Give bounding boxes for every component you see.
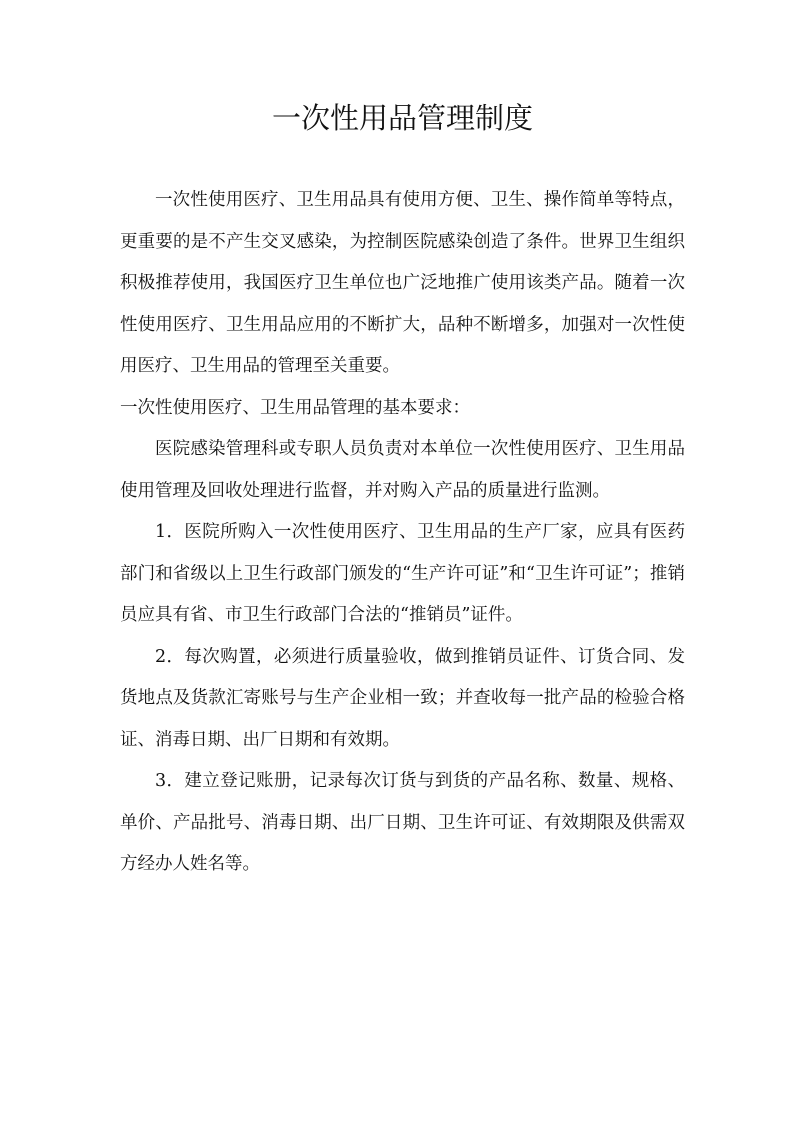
intro-paragraph: 一次性使用医疗、卫生用品具有使用方便、卫生、操作简单等特点，更重要的是不产生交叉感染，为控制医院感染创造了条件。世界卫生组织积极推荐使用，我国医疗卫生单位也广泛地推广使用该类产品。随着一次性使用医疗、卫生用品应用的不断扩大，品种不断增多，加强对一次性使用医疗、卫生用品的管理至关重要。 — [120, 190, 685, 376]
rule-3-paragraph: 3．建立登记账册，记录每次订货与到货的产品名称、数量、规格、单价、产品批号、消毒日期、出厂日期、卫生许可证、有效期限及供需双方经办人姓名等。 — [120, 771, 685, 874]
rule-1-paragraph: 1．医院所购入一次性使用医疗、卫生用品的生产厂家，应具有医药部门和省级以上卫生行政部门颁发的“生产许可证”和“卫生许可证”；推销员应具有省、市卫生行政部门合法的“推销员”证件。 — [120, 522, 685, 625]
document-body — [120, 180, 685, 886]
rule-2-paragraph: 2．每次购置，必须进行质量验收，做到推销员证件、订货合同、发货地点及货款汇寄账号与生产企业相一致；并查收每一批产品的检验合格证、消毒日期、出厂日期和有效期。 — [120, 646, 685, 750]
document-title: 一次性用品管理制度 — [271, 101, 533, 135]
requirements-heading: 一次性使用医疗、卫生用品管理的基本要求： — [120, 397, 470, 418]
supervision-paragraph: 医院感染管理科或专职人员负责对本单位一次性使用医疗、卫生用品使用管理及回收处理进行监督，并对购入产品的质量进行监测。 — [120, 439, 685, 501]
